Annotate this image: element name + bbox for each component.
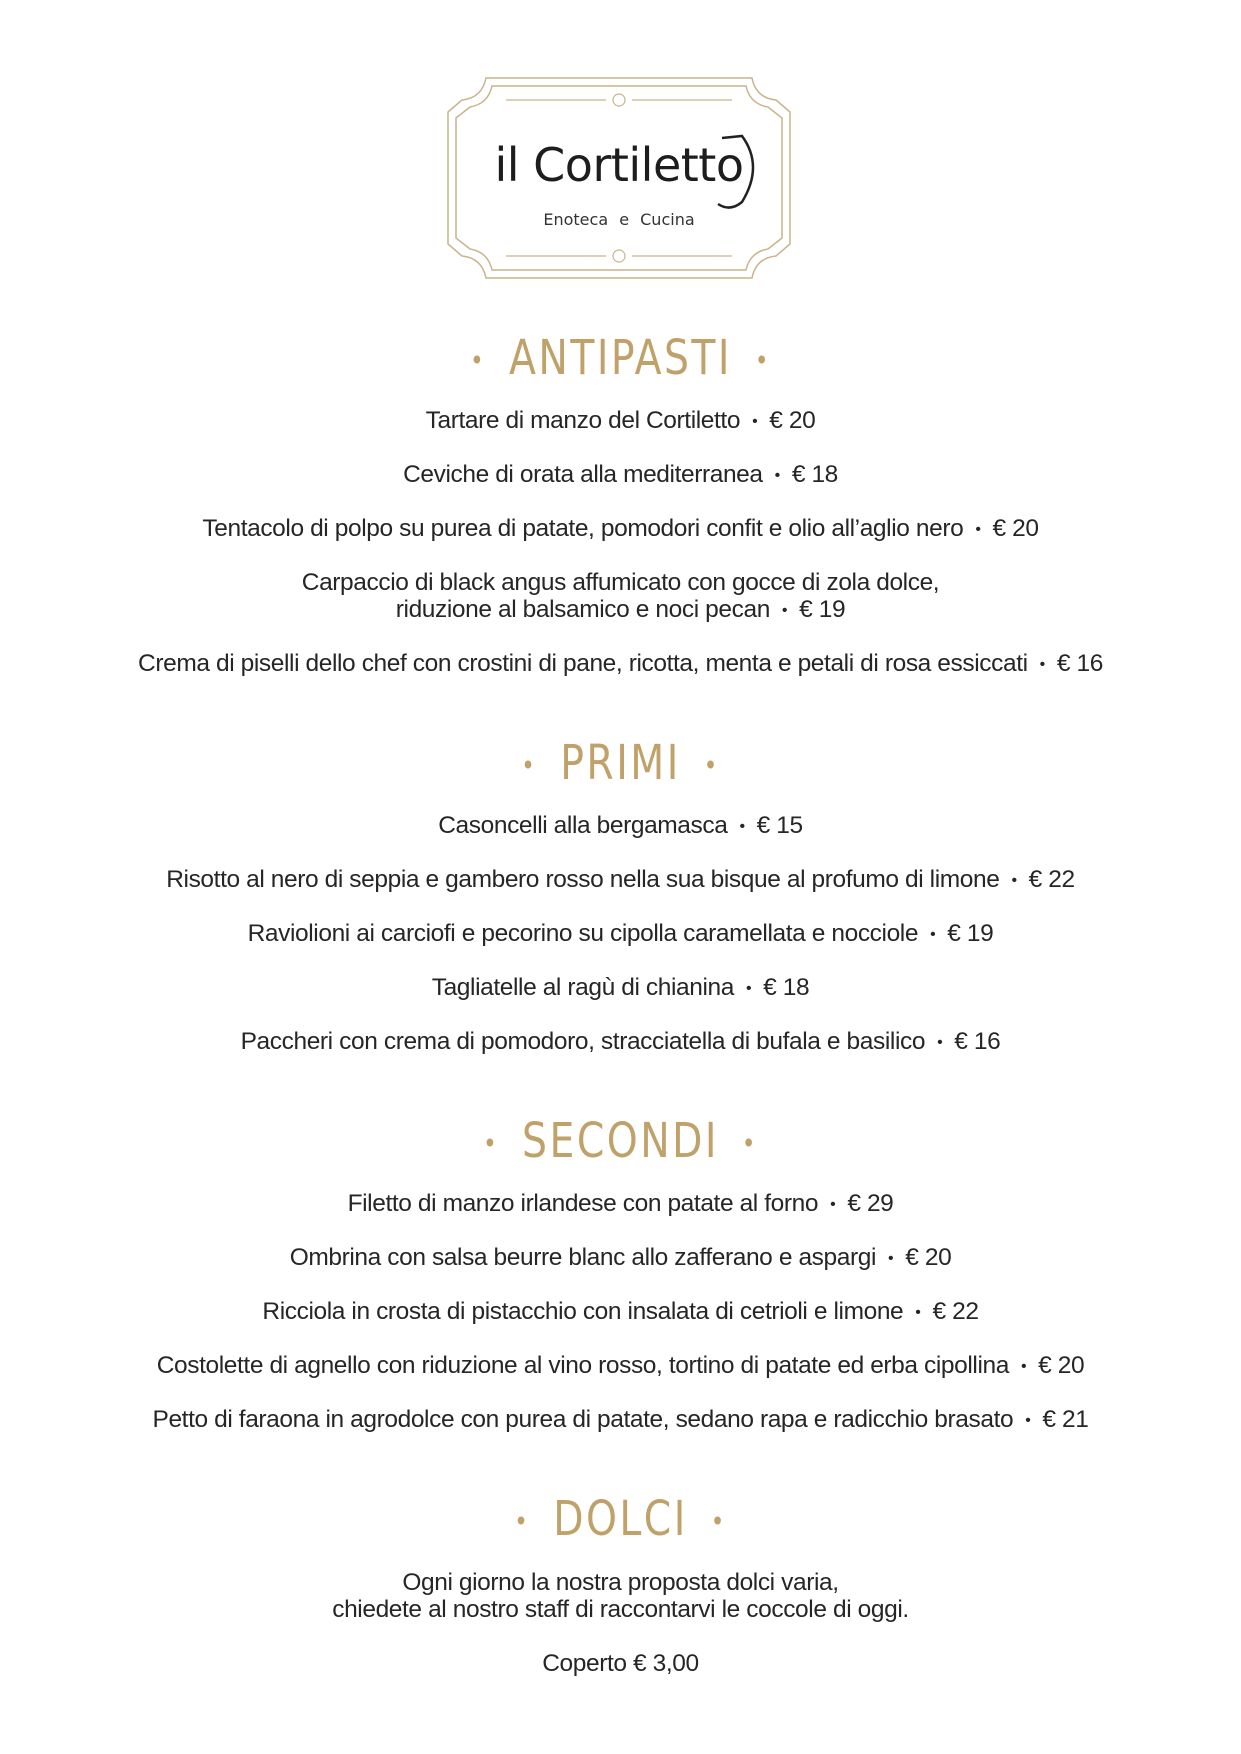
dot-icon: • [754, 344, 771, 377]
logo [446, 76, 792, 280]
cover-charge: Coperto € 3,00 [542, 1650, 699, 1677]
item-name: Ricciola in crosta di pistacchio con insalata di cetrioli e limone [262, 1298, 904, 1325]
item-name: Costolette di agnello con riduzione al vino rosso, tortino di patate ed erba cipollina [156, 1352, 1009, 1379]
item-price: € 18 [791, 461, 838, 488]
menu-item: Tagliatelle al ragù di chianina • € 18 [431, 974, 810, 1001]
item-price: € 20 [769, 407, 816, 434]
menu-item: Petto di faraona in agrodolce con purea di patate, sedano rapa e radicchio brasato • € 21 [152, 1406, 1089, 1433]
item-name: riduzione al balsamico e noci pecan [395, 596, 770, 623]
item-price: € 20 [1038, 1352, 1085, 1379]
section-title-dolci [112, 1491, 1130, 1550]
section-title-secondi [112, 1113, 1130, 1172]
section-title-text: PRIMI [560, 735, 681, 791]
logo-subtitle: Enoteca e Cucina [543, 210, 695, 229]
menu-item: Crema di piselli dello chef con crostini di pane, ricotta, menta e petali di rosa essiccati • € 16 [138, 650, 1103, 677]
item-price: € 19 [799, 596, 846, 623]
item-price: € 20 [992, 515, 1039, 542]
item-name: Ceviche di orata alla mediterranea [403, 461, 763, 488]
item-name: Risotto al nero di seppia e gambero rosso nella sua bisque al profumo di limone [166, 866, 1000, 893]
menu-item: Risotto al nero di seppia e gambero rosso nella sua bisque al profumo di limone • € 22 [166, 866, 1075, 893]
item-price: € 16 [1056, 650, 1103, 677]
item-price: € 22 [1028, 866, 1075, 893]
menu-item: Paccheri con crema di pomodoro, stracciatella di bufala e basilico • € 16 [240, 1028, 1001, 1055]
section-title-antipasti [112, 330, 1130, 389]
menu-item: Raviolioni ai carciofi e pecorino su cipolla caramellata e nocciole • € 19 [247, 920, 994, 947]
menu-item: Ombrina con salsa beurre blanc allo zafferano e aspargi • € 20 [289, 1244, 952, 1271]
section-title-text: SECONDI [522, 1113, 719, 1169]
item-price: € 29 [847, 1190, 894, 1217]
menu-item: riduzione al balsamico e noci pecan • € 19 [395, 596, 846, 623]
item-name: Tagliatelle al ragù di chianina [431, 974, 734, 1001]
dot-icon: • [741, 1127, 758, 1160]
dot-icon: • [514, 1505, 531, 1538]
dot-icon: • [483, 1127, 500, 1160]
menu-item: Tartare di manzo del Cortiletto • € 20 [425, 407, 816, 434]
item-price: € 20 [905, 1244, 952, 1271]
item-price: € 16 [954, 1028, 1001, 1055]
dot-icon: • [703, 749, 720, 782]
dolci-text-line: chiedete al nostro staff di raccontarvi le coccole di oggi. [332, 1596, 909, 1623]
menu-item: Ricciola in crosta di pistacchio con insalata di cetrioli e limone • € 22 [262, 1298, 979, 1325]
item-name: Petto di faraona in agrodolce con purea di patate, sedano rapa e radicchio brasato [152, 1406, 1014, 1433]
dot-icon: • [470, 344, 487, 377]
item-name: Tentacolo di polpo su purea di patate, pomodori confit e olio all’aglio nero [202, 515, 964, 542]
dot-icon: • [710, 1505, 727, 1538]
item-name: Paccheri con crema di pomodoro, stracciatella di bufala e basilico [240, 1028, 926, 1055]
menu-item: Costolette di agnello con riduzione al vino rosso, tortino di patate ed erba cipollina • € 20 [156, 1352, 1085, 1379]
item-name: Tartare di manzo del Cortiletto [425, 407, 741, 434]
item-name: Crema di piselli dello chef con crostini di pane, ricotta, menta e petali di rosa essiccati [138, 650, 1028, 677]
section-title-text: ANTIPASTI [509, 330, 732, 386]
item-price: € 21 [1042, 1406, 1089, 1433]
menu-item: Filetto di manzo irlandese con patate al forno • € 29 [347, 1190, 894, 1217]
dot-icon: • [521, 749, 538, 782]
section-title-primi [112, 735, 1130, 794]
menu-item: Casoncelli alla bergamasca • € 15 [438, 812, 803, 839]
item-name: Casoncelli alla bergamasca [438, 812, 728, 839]
item-name: Ombrina con salsa beurre blanc allo zafferano e aspargi [289, 1244, 877, 1271]
menu-item-line1: Carpaccio di black angus affumicato con gocce di zola dolce, [301, 569, 940, 596]
item-price: € 22 [932, 1298, 979, 1325]
item-price: € 18 [763, 974, 810, 1001]
item-price: € 15 [756, 812, 803, 839]
section-title-text: DOLCI [553, 1491, 688, 1547]
dolci-text-line: Ogni giorno la nostra proposta dolci varia, [402, 1569, 839, 1596]
item-name: Filetto di manzo irlandese con patate al forno [347, 1190, 819, 1217]
logo-name: il Cortiletto [494, 138, 744, 192]
menu-item: Ceviche di orata alla mediterranea • € 18 [403, 461, 838, 488]
item-name: Raviolioni ai carciofi e pecorino su cipolla caramellata e nocciole [247, 920, 919, 947]
item-price: € 19 [947, 920, 994, 947]
menu-item: Tentacolo di polpo su purea di patate, pomodori confit e olio all’aglio nero • € 20 [202, 515, 1039, 542]
